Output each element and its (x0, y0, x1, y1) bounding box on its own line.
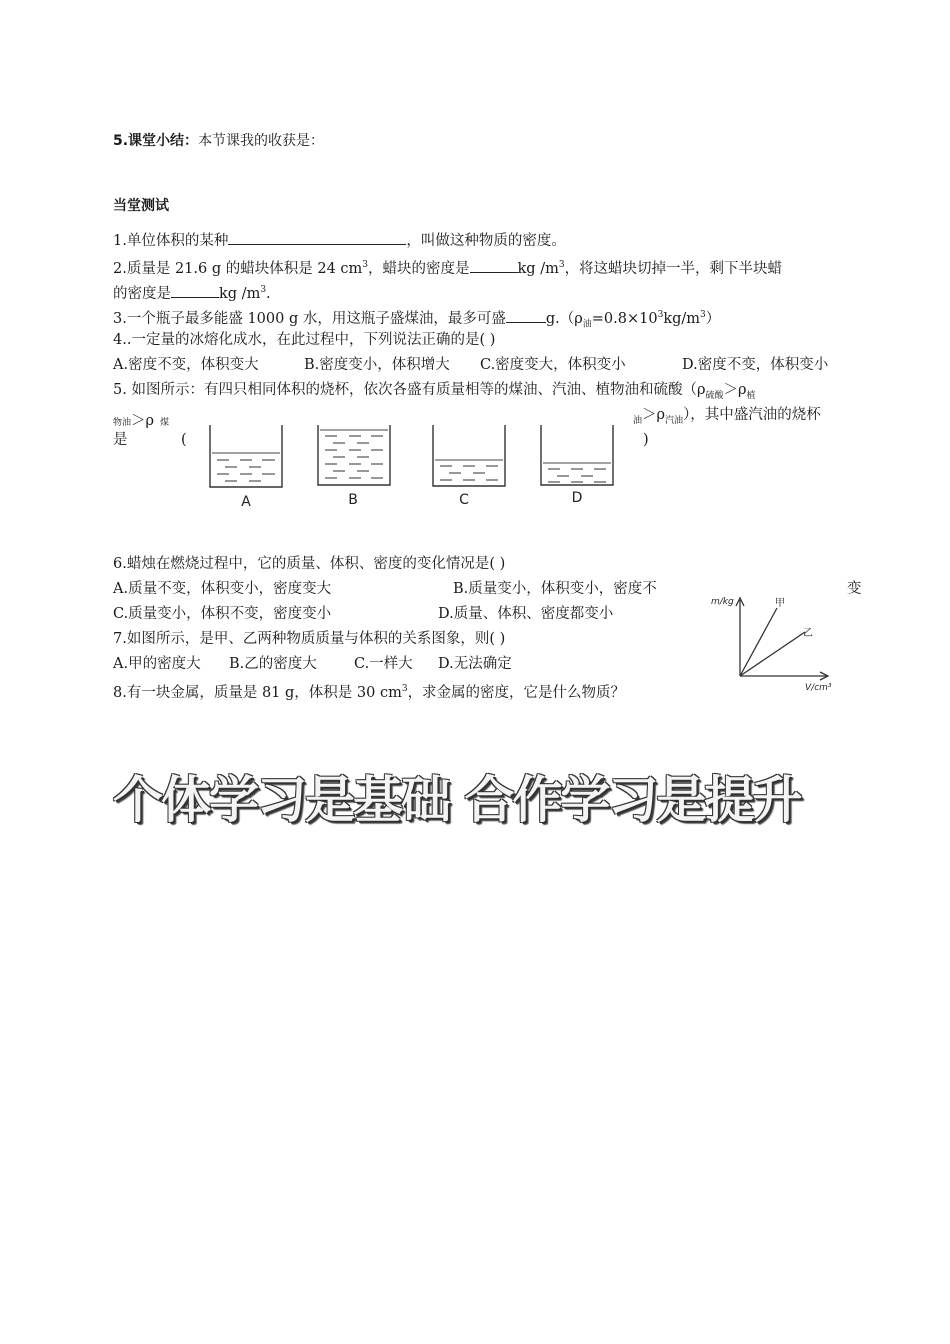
q5-paren-close[interactable]: ) (643, 432, 649, 448)
q5-sub-1: 硫酸 (705, 390, 724, 401)
beaker-label-d: D (571, 490, 583, 506)
q7-option-c[interactable]: C.一样大 (354, 656, 413, 672)
graph-line2-label: 乙 (803, 628, 813, 639)
q5-line-2-right (633, 405, 821, 431)
q5-sub-2: 植 (746, 390, 756, 401)
summary-label: 5.课堂小结： (113, 133, 199, 149)
q2-sup-3: 3 (260, 285, 267, 295)
q3-text-e: ） (705, 310, 721, 327)
q3-blank[interactable] (506, 308, 546, 323)
q3-sub: 油 (582, 319, 592, 330)
graph-line1-label: 甲 (775, 598, 785, 609)
q8-text-b: ，求金属的密度，它是什么物质？ (407, 684, 626, 701)
q5-sub-5: 油 (633, 415, 643, 426)
q6-option-c[interactable]: C.质量变小，体积不变，密度变小 (113, 606, 332, 622)
beaker-d-icon (541, 425, 613, 485)
q5-sub-4: 煤 (160, 418, 170, 428)
q5-gt-2: ＞ρ (131, 413, 155, 429)
beaker-b-icon (318, 425, 390, 485)
question-1 (113, 230, 566, 251)
beaker-label-c: C (459, 492, 469, 508)
q8-text-a: 8.有一块金属，质量是 81 g，体积是 30 cm (113, 684, 402, 701)
motto-banner: 个体学习是基础 合作学习是提升 (113, 771, 801, 829)
q2-sup: 3 (362, 260, 369, 270)
graph-ylabel: m/kg (711, 597, 734, 607)
q5-gt-1: ＞ρ (723, 382, 747, 398)
question-2 (113, 255, 782, 279)
q3-text-d: kg/m (663, 310, 701, 327)
q2-unit-1: kg /m (517, 260, 559, 277)
q5-sub-6: 汽油 (665, 415, 684, 426)
question-2-line-2: 的密度是 kg $/m^3$. (113, 280, 271, 304)
beaker-label-b: B (348, 492, 358, 508)
q7-option-a[interactable]: A.甲的密度大 (113, 656, 201, 672)
graph-xlabel: V/cm³ (805, 683, 832, 693)
question-5-stem (113, 380, 756, 406)
beaker-c-icon (433, 425, 505, 486)
q2-line2-text: 的密度是 (113, 285, 171, 302)
q2-text-b: ，蜡块的密度是 (368, 260, 470, 277)
q5-stem-text: 5. 如图所示：有四只相同体积的烧杯，依次各盛有质量相等的煤油、汽油、植物油和硫酸（ρ (113, 382, 706, 398)
summary-line (113, 130, 324, 150)
q5-sub-3: 物油 (113, 418, 132, 428)
question-4-stem: 4..一定量的冰熔化成水，在此过程中，下列说法正确的是( ) (113, 332, 496, 348)
beaker-label-a: A (241, 494, 251, 510)
q1-blank[interactable] (228, 230, 406, 245)
q7-option-d[interactable]: D.无法确定 (438, 656, 512, 672)
q6-option-b[interactable]: B.质量变小，体积变小，密度不 (453, 581, 657, 597)
q5-gt-3: ＞ρ (642, 407, 666, 423)
q5-end-text: ），其中盛汽油的烧杯 (683, 407, 821, 423)
line-yi (740, 632, 805, 676)
summary-text: 本节课我的收获是： (198, 133, 325, 149)
q1-text-a: 1.单位体积的某种 (113, 233, 229, 249)
q2-text-a: 2.质量是 21.6 g 的蜡块体积是 24 cm (113, 260, 363, 277)
line-jia (740, 608, 777, 676)
q2-blank-1[interactable] (470, 258, 518, 273)
q4-option-d[interactable]: D.密度不变，体积变小 (682, 357, 829, 373)
q2-sup-2: 3 (558, 260, 565, 270)
q7-option-b[interactable]: B.乙的密度大 (229, 656, 317, 672)
q5-sub-line-left (113, 409, 169, 430)
question-6-stem: 6.蜡烛在燃烧过程中，它的质量、体积、密度的变化情况是( ) (113, 556, 506, 572)
q4-option-a[interactable]: A.密度不变，体积变大 (113, 357, 259, 373)
q3-text-b: g.（ρ (545, 310, 583, 327)
beaker-a-icon (210, 425, 282, 487)
q1-text-b: ，叫做这种物质的密度。 (406, 233, 566, 249)
q4-option-b[interactable]: B.密度变小，体积增大 (304, 357, 450, 373)
test-title: 当堂测试 (113, 198, 169, 214)
q3-sup-1: 3 (657, 310, 664, 320)
q3-text-a: 3.一个瓶子最多能盛 1000 g 水，用这瓶子盛煤油，最多可盛 (113, 310, 506, 327)
q6-option-b-end: 变 (847, 581, 862, 597)
q2-blank-2[interactable] (171, 283, 219, 298)
question-8 (113, 679, 625, 703)
q6-option-d[interactable]: D.质量、体积、密度都变小 (438, 606, 614, 622)
q2-text-c: ，将这蜡块切掉一半，剩下半块蜡 (564, 260, 783, 277)
q3-text-c: =0.8×10 (591, 310, 658, 327)
q3-sup-2: 3 (700, 310, 706, 320)
q5-line-3: 是 (113, 432, 128, 448)
q2-unit-2: kg /m (219, 285, 261, 302)
mass-volume-graph-icon (705, 590, 840, 695)
beakers-figure-icon (205, 420, 625, 515)
q8-sup: 3 (401, 684, 408, 694)
q5-paren-open: ( (181, 432, 187, 448)
question-7-stem: 7.如图所示，是甲、乙两种物质质量与体积的关系图象，则( ) (113, 631, 506, 647)
q4-option-c[interactable]: C.密度变大，体积变小 (480, 357, 626, 373)
q6-option-a[interactable]: A.质量不变，体积变小，密度变大 (113, 581, 332, 597)
